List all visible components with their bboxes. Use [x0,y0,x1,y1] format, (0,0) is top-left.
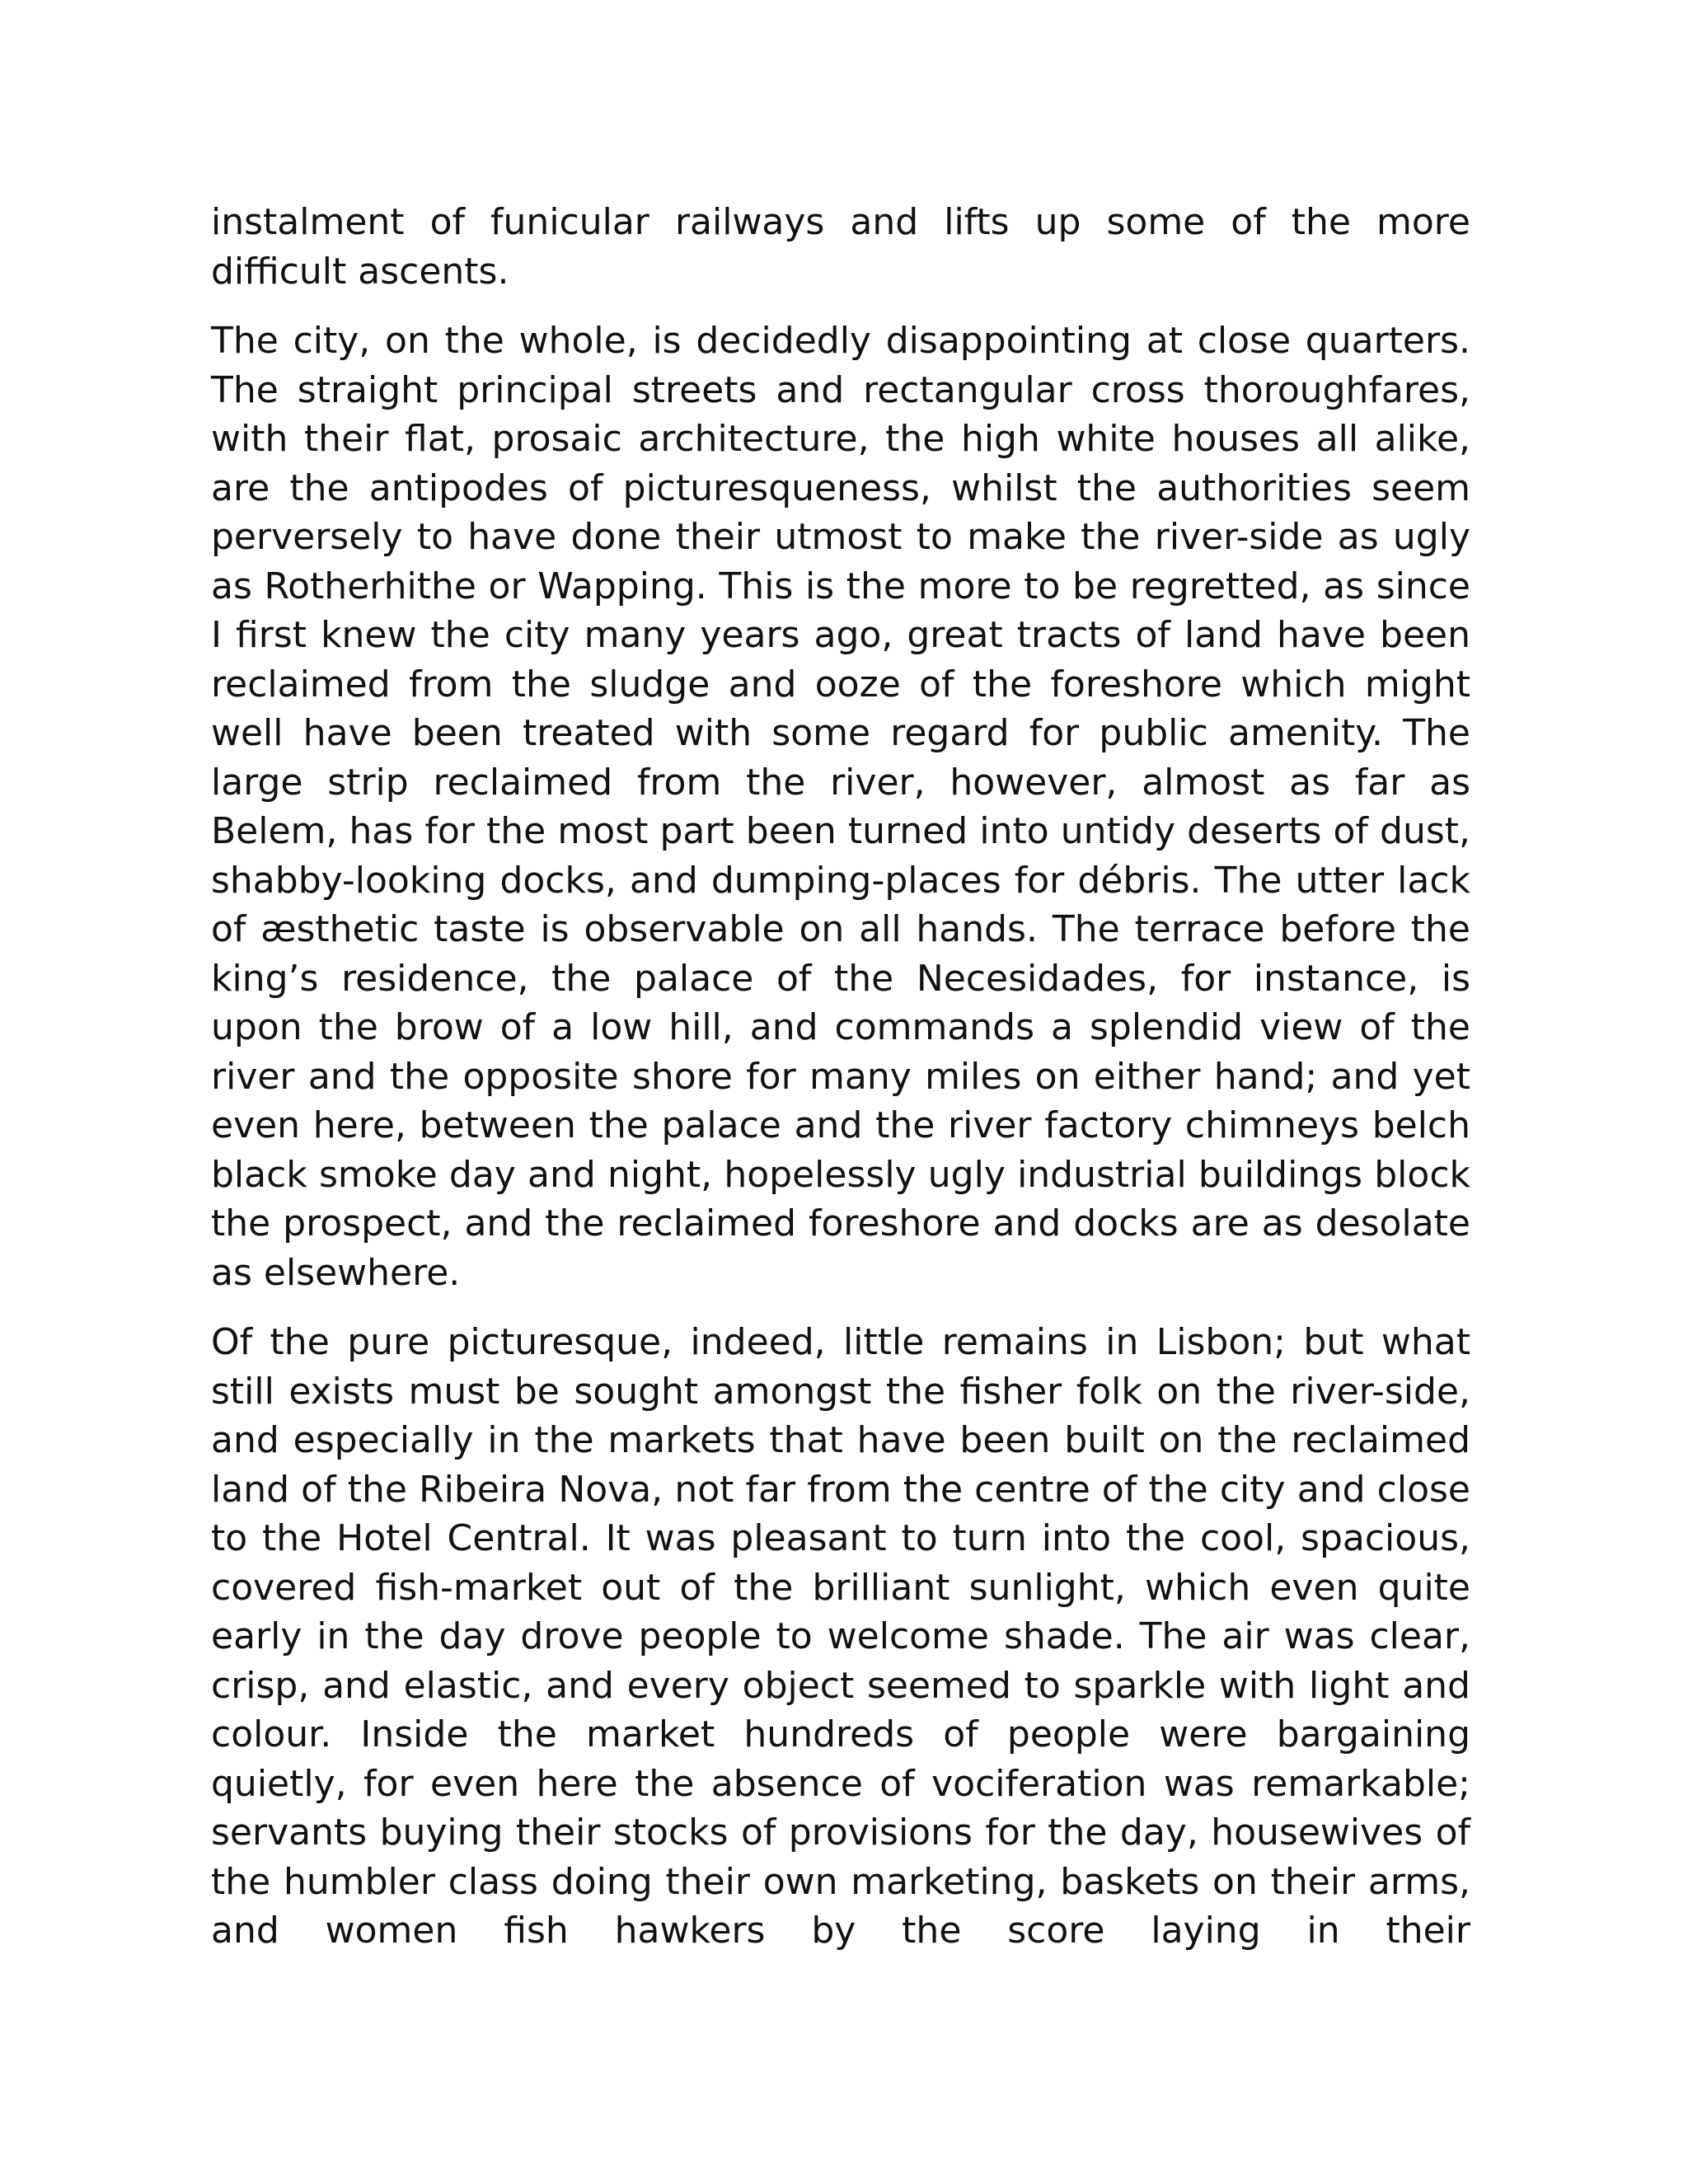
page-body [211,198,1470,1976]
paragraph-continuation: instalment of funicular railways and lifts up some of the more difficult ascents. [211,201,1470,293]
paragraph-city-description: The city, on the whole, is decidedly disappointing at close quarters. The straight principal streets and rectangular cross thoroughfares, with their flat, prosaic architecture, the high white houses all alike, are the antipodes of picturesqueness, whilst the authorities seem perversely to have done their utmost to make the river-side as ugly as Rotherhithe or Wapping. This is the more to be regretted, as since I first knew the city many years ago, great tracts of land have been reclaimed from the sludge and ooze of the foreshore which might well have been treated with some regard for public amenity. The large strip reclaimed from the river, however, almost as far as Belem, has for the most part been turned into untidy deserts of dust, shabby-looking docks, and dumping-places for débris. The utter lack of æsthetic taste is observable on all hands. The terrace before the king’s residence, the palace of the Necesidades, for instance, is upon the brow of a low hill, and commands a splendid view of the river and the opposite shore for many miles on either hand; and yet even here, between the palace and the river factory chimneys belch black smoke day and night, hopelessly ugly industrial buildings block the prospect, and the reclaimed foreshore and docks are as desolate as elsewhere. [211,320,1470,1294]
paragraph-picturesque-markets: Of the pure picturesque, indeed, little remains in Lisbon; but what still exists must be sought amongst the fisher folk on the river-side, and especially in the markets that have been built on the reclaimed land of the Ribeira Nova, not far from the centre of the city and close to the Hotel Central. It was pleasant to turn into the cool, spacious, covered fish-market out of the brilliant sunlight, which even quite early in the day drove people to welcome shade. The air was clear, crisp, and elastic, and every object seemed to sparkle with light and colour. Inside the market hundreds of people were bargaining quietly, for even here the absence of vociferation was remarkable; servants buying their stocks of provisions for the day, housewives of the humbler class doing their own marketing, baskets on their arms, and women fish hawkers by the score laying in their [211,1321,1470,1952]
